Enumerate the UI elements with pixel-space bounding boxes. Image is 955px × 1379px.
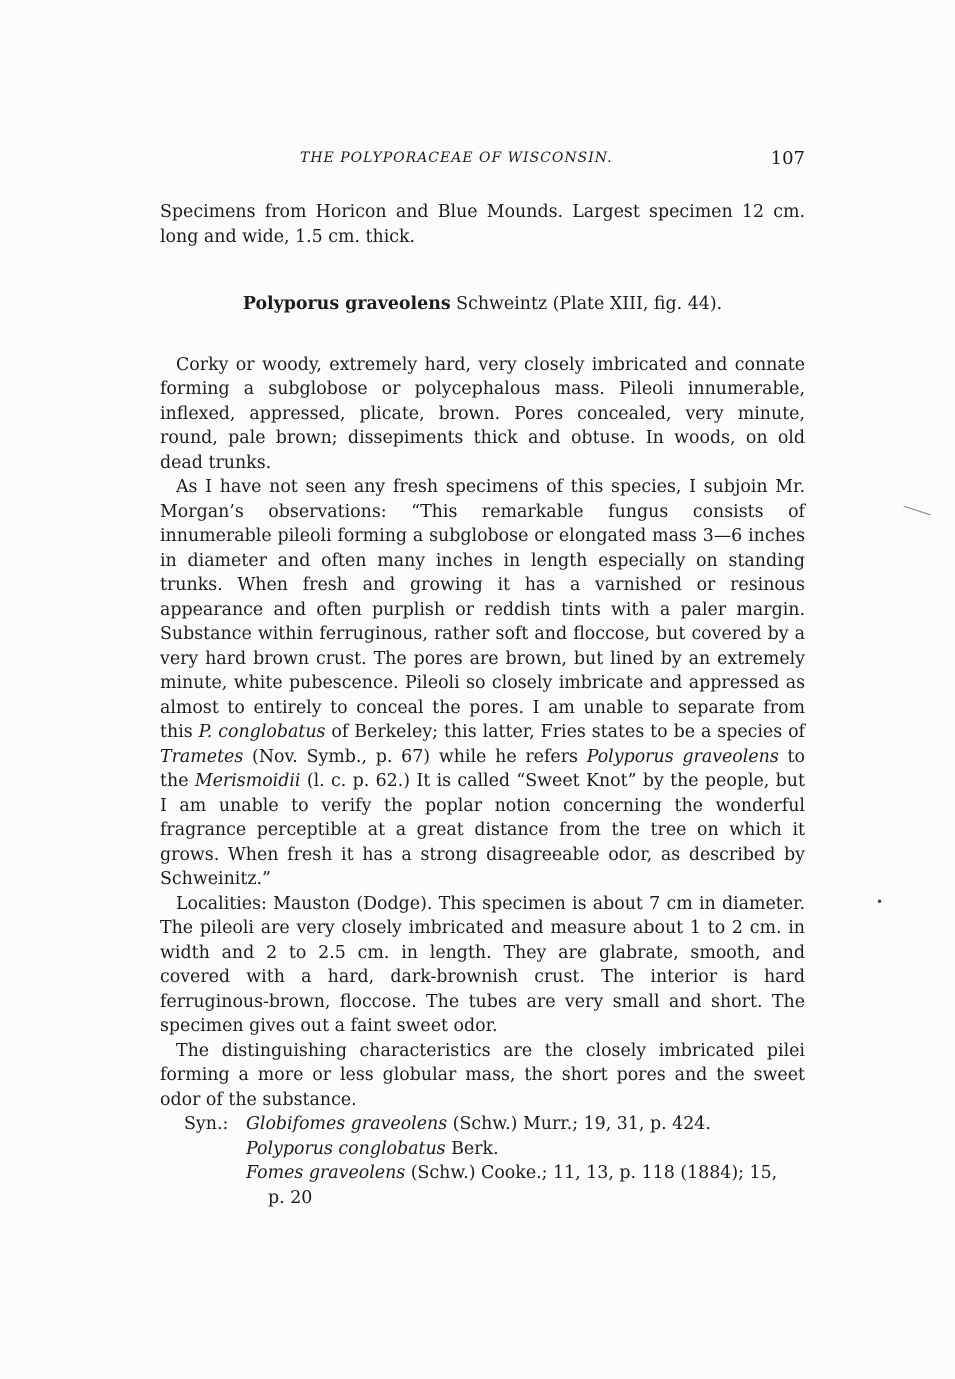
synonym-ref: (Schw.) Murr.; 19, 31, p. 424. (447, 1114, 711, 1134)
synonym-row (160, 1161, 805, 1186)
synonym-ref: Berk. (445, 1138, 499, 1159)
synonym-label: Syn.: (184, 1114, 229, 1134)
synonym-name: Fomes graveolens (246, 1163, 406, 1183)
morgan-paragraph: As I have not seen any fresh specimens of this species, I subjoin Mr. Morgan’s observations: “This remarkable fungus consists of innumerable pileoli forming a subglobose or elongated mass 3—6 inches in diameter and often many inches in length especially on standing trunks. When fresh and growing it has a varnished or resinous appearance and often purplish or reddish tints with a paler margin. Substance within ferruginous, rather soft and floccose, but covered by a very hard brown crust. The pores are brown, but lined by an extremely minute, white pubescence. Pileoli so closely imbricate and appressed as almost to entirely to conceal the pores. I am unable to separate from this P. conglobatus of Berkeley; this latter, Fries states to be a species of Trametes (Nov. Symb., p. 67) while he refers Polyporus graveolens to the Merismoidii (l. c. p. 62.) It is called “Sweet Knot” by the people, but I am unable to verify the poplar notion concerning the wonderful fragrance perceptible at a great distance from the tree on which it grows. When fresh it has a strong disagreeable odor, as described by Schweinitz.” (160, 477, 805, 889)
distinguishing-paragraph: The distinguishing characteristics are the closely imbricated pilei forming a more or less globular mass, the short pores and the sweet odor of the substance. (160, 1040, 805, 1110)
synonym-name: Globifomes graveolens (246, 1114, 448, 1134)
intro-paragraph: Specimens from Horicon and Blue Mounds. Largest specimen 12 cm. long and wide, 1.5 cm. thick. (160, 202, 805, 247)
page-body (160, 200, 805, 1210)
synonymy (160, 1112, 805, 1210)
species-name: Polyporus graveolens (242, 294, 451, 314)
synonym-row (160, 1137, 805, 1162)
scan-speck: • (876, 895, 884, 909)
species-authority: Schweintz (Plate XIII, fig. 44). (450, 294, 723, 314)
scan-mark (904, 506, 931, 516)
synonym-ref: (Schw.) Cooke.; 11, 13, p. 118 (1884); 15, (405, 1163, 778, 1183)
localities-paragraph: Localities: Mauston (Dodge). This specimen is about 7 cm in diameter. The pileoli are very closely imbricated and measure about 1 to 2 cm. in width and 2 to 2.5 cm. in length. They are glabrate, smooth, and covered with a hard, dark-brownish crust. The interior is hard ferruginous-brown, floccose. The tubes are very small and short. The specimen gives out a faint sweet odor. (160, 893, 805, 1036)
synonym-name: Polyporus conglobatus (246, 1138, 446, 1159)
description-paragraph: Corky or woody, extremely hard, very closely imbricated and connate forming a subglobose or polycephalous mass. Pileoli innumerable, inflexed, appressed, plicate, brown. Pores concealed, very minute, round, pale brown; dissepiments thick and obtuse. In woods, on old dead trunks. (160, 354, 805, 473)
synonym-row (160, 1112, 805, 1137)
page-number: 107 (770, 148, 805, 169)
page-header (160, 150, 805, 176)
species-heading (160, 292, 805, 317)
running-title: THE POLYPORACEAE OF WISCONSIN. (300, 150, 613, 166)
synonym-continuation: p. 20 (268, 1187, 313, 1208)
